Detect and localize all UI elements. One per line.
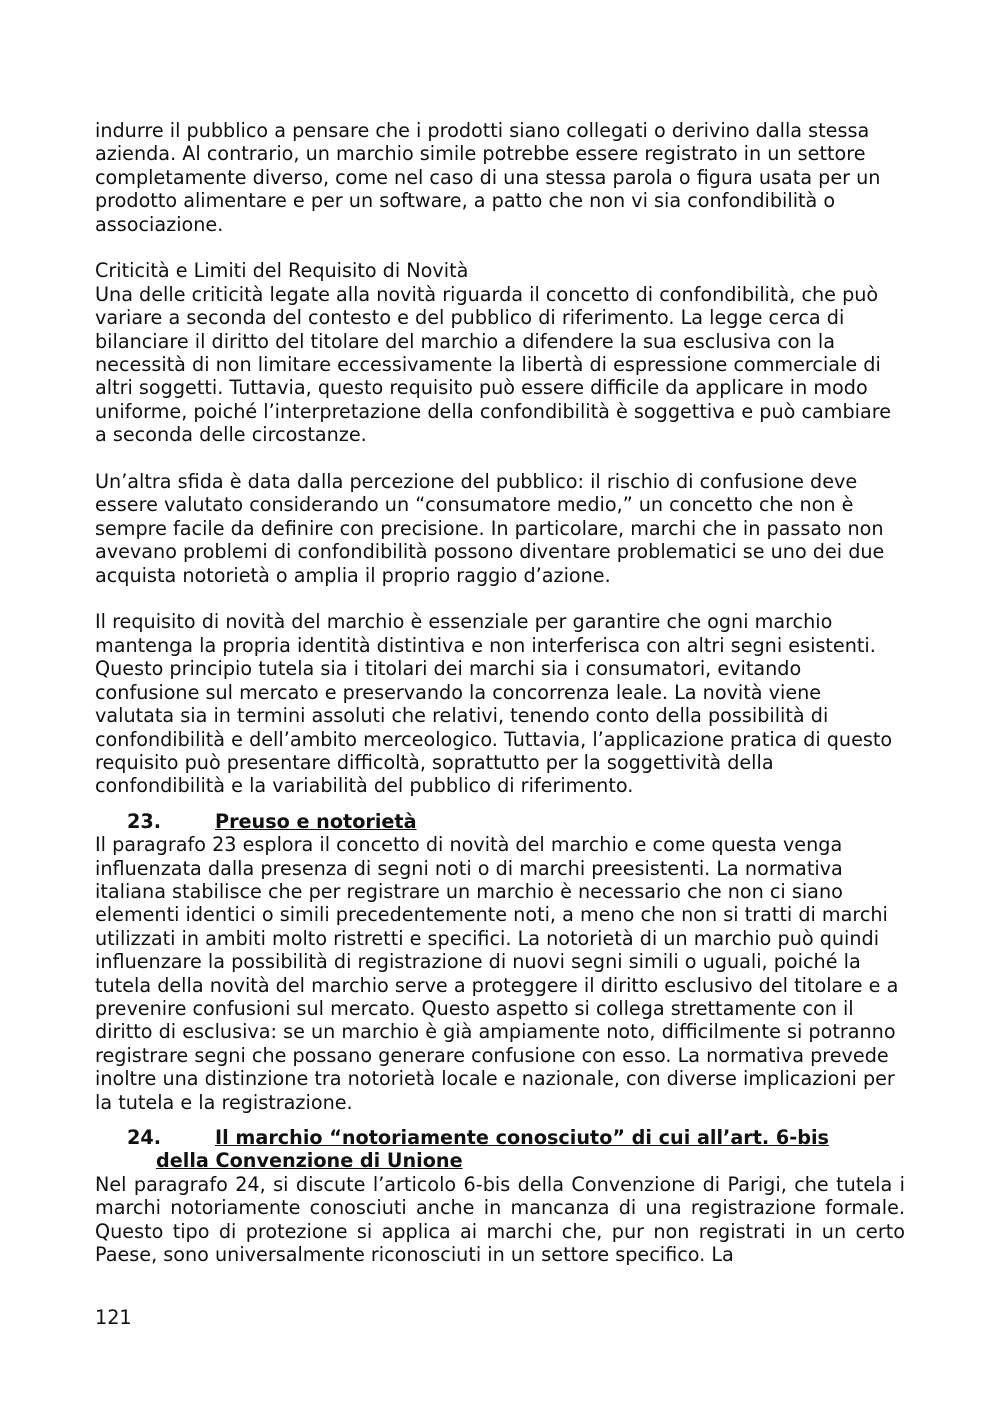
paragraph-sfida: Un’altra sfida è data dalla percezione del pubblico: il rischio di confusione deve essere valutato considerando un “consumatore medio,” un concetto che non è sempre facile da definire con precisione. In particolare, marchi che in passato non avevano problemi di confondibilità possono diventare problematici se uno dei due acquista notorietà o amplia il proprio raggio d’azione. — [95, 470, 885, 587]
paragraph-intro: indurre il pubblico a pensare che i prodotti siano collegati o derivino dalla stessa azienda. Al contrario, un marchio simile potrebbe essere registrato in un settore completamente diverso, come nel caso di una stessa parola o figura usata per un prodotto alimentare e per un software, a patto che non vi sia confondibilità o associazione. — [95, 119, 881, 236]
heading-23-number: 23. — [127, 809, 161, 833]
heading-23 — [95, 810, 905, 833]
paragraph-criticita: Una delle criticità legate alla novità riguarda il concetto di confondibilità, che può variare a seconda del contesto e del pubblico di riferimento. La legge cerca di bilanciare il diritto del titolare del marchio a difendere la sua esclusiva con la necessità di non limitare eccessivamente la libertà di espressione commerciale di altri soggetti. Tuttavia, questo requisito può essere difficile da applicare in modo uniforme, poiché l’interpretazione della confondibilità è soggettiva e può cambiare a seconda delle circostanze. — [95, 282, 892, 447]
heading-24-number: 24. — [127, 1126, 161, 1150]
section-title-criticita: Criticità e Limiti del Requisito di Novità — [95, 259, 469, 283]
heading-23-title: Preuso e notorietà — [215, 809, 417, 833]
heading-24 — [95, 1126, 905, 1173]
paragraph-23: Il paragrafo 23 esplora il concetto di novità del marchio e come questa venga influenzata dalla presenza di segni noti o di marchi preesistenti. La normativa italiana stabilisce che per registrare un marchio è necessario che non ci siano elementi identici o simili precedentemente noti, a meno che non si tratti di marchi utilizzati in ambiti molto ristretti e specifici. La notorietà di un marchio può quindi influenzare la possibilità di registrazione di nuovi segni simili o uguali, poiché la tutela della novità del marchio serve a proteggere il diritto esclusivo del titolare e a prevenire confusioni sul mercato. Questo aspetto si collega strettamente con il diritto di esclusiva: se un marchio è già ampiamente noto, difficilmente si potranno registrare segni che possano generare confusione con esso. La normativa prevede inoltre una distinzione tra notorietà locale e nazionale, con diverse implicazioni per la tutela e la registrazione. — [95, 833, 899, 1114]
paragraph-requisito: Il requisito di novità del marchio è essenziale per garantire che ogni marchio mantenga la propria identità distintiva e non interferisca con altri segni esistenti. Questo principio tutela sia i titolari dei marchi sia i consumatori, evitando confusione sul mercato e preservando la concorrenza leale. La novità viene valutata sia in termini assoluti che relativi, tenendo conto della possibilità di confondibilità e dell’ambito merceologico. Tuttavia, l’applicazione pratica di questo requisito può presentare difficoltà, soprattutto per la soggettività della confondibilità e la variabilità del pubblico di riferimento. — [95, 610, 893, 798]
page-number: 121 — [95, 1306, 132, 1329]
paragraph-24: Nel paragrafo 24, si discute l’articolo 6-bis della Convenzione di Parigi, che tutela i marchi notoriamente conosciuti anche in mancanza di una registrazione formale. Questo tipo di protezione si applica ai marchi che, pur non registrati in un certo Paese, sono universalmente riconosciuti in un settore specifico. La — [95, 1172, 905, 1267]
document-body — [95, 119, 905, 1266]
heading-24-title-line1: Il marchio “notoriamente conosciuto” di cui all’art. 6-bis — [215, 1126, 829, 1150]
heading-24-title-line2: della Convenzione di Unione — [156, 1149, 463, 1173]
